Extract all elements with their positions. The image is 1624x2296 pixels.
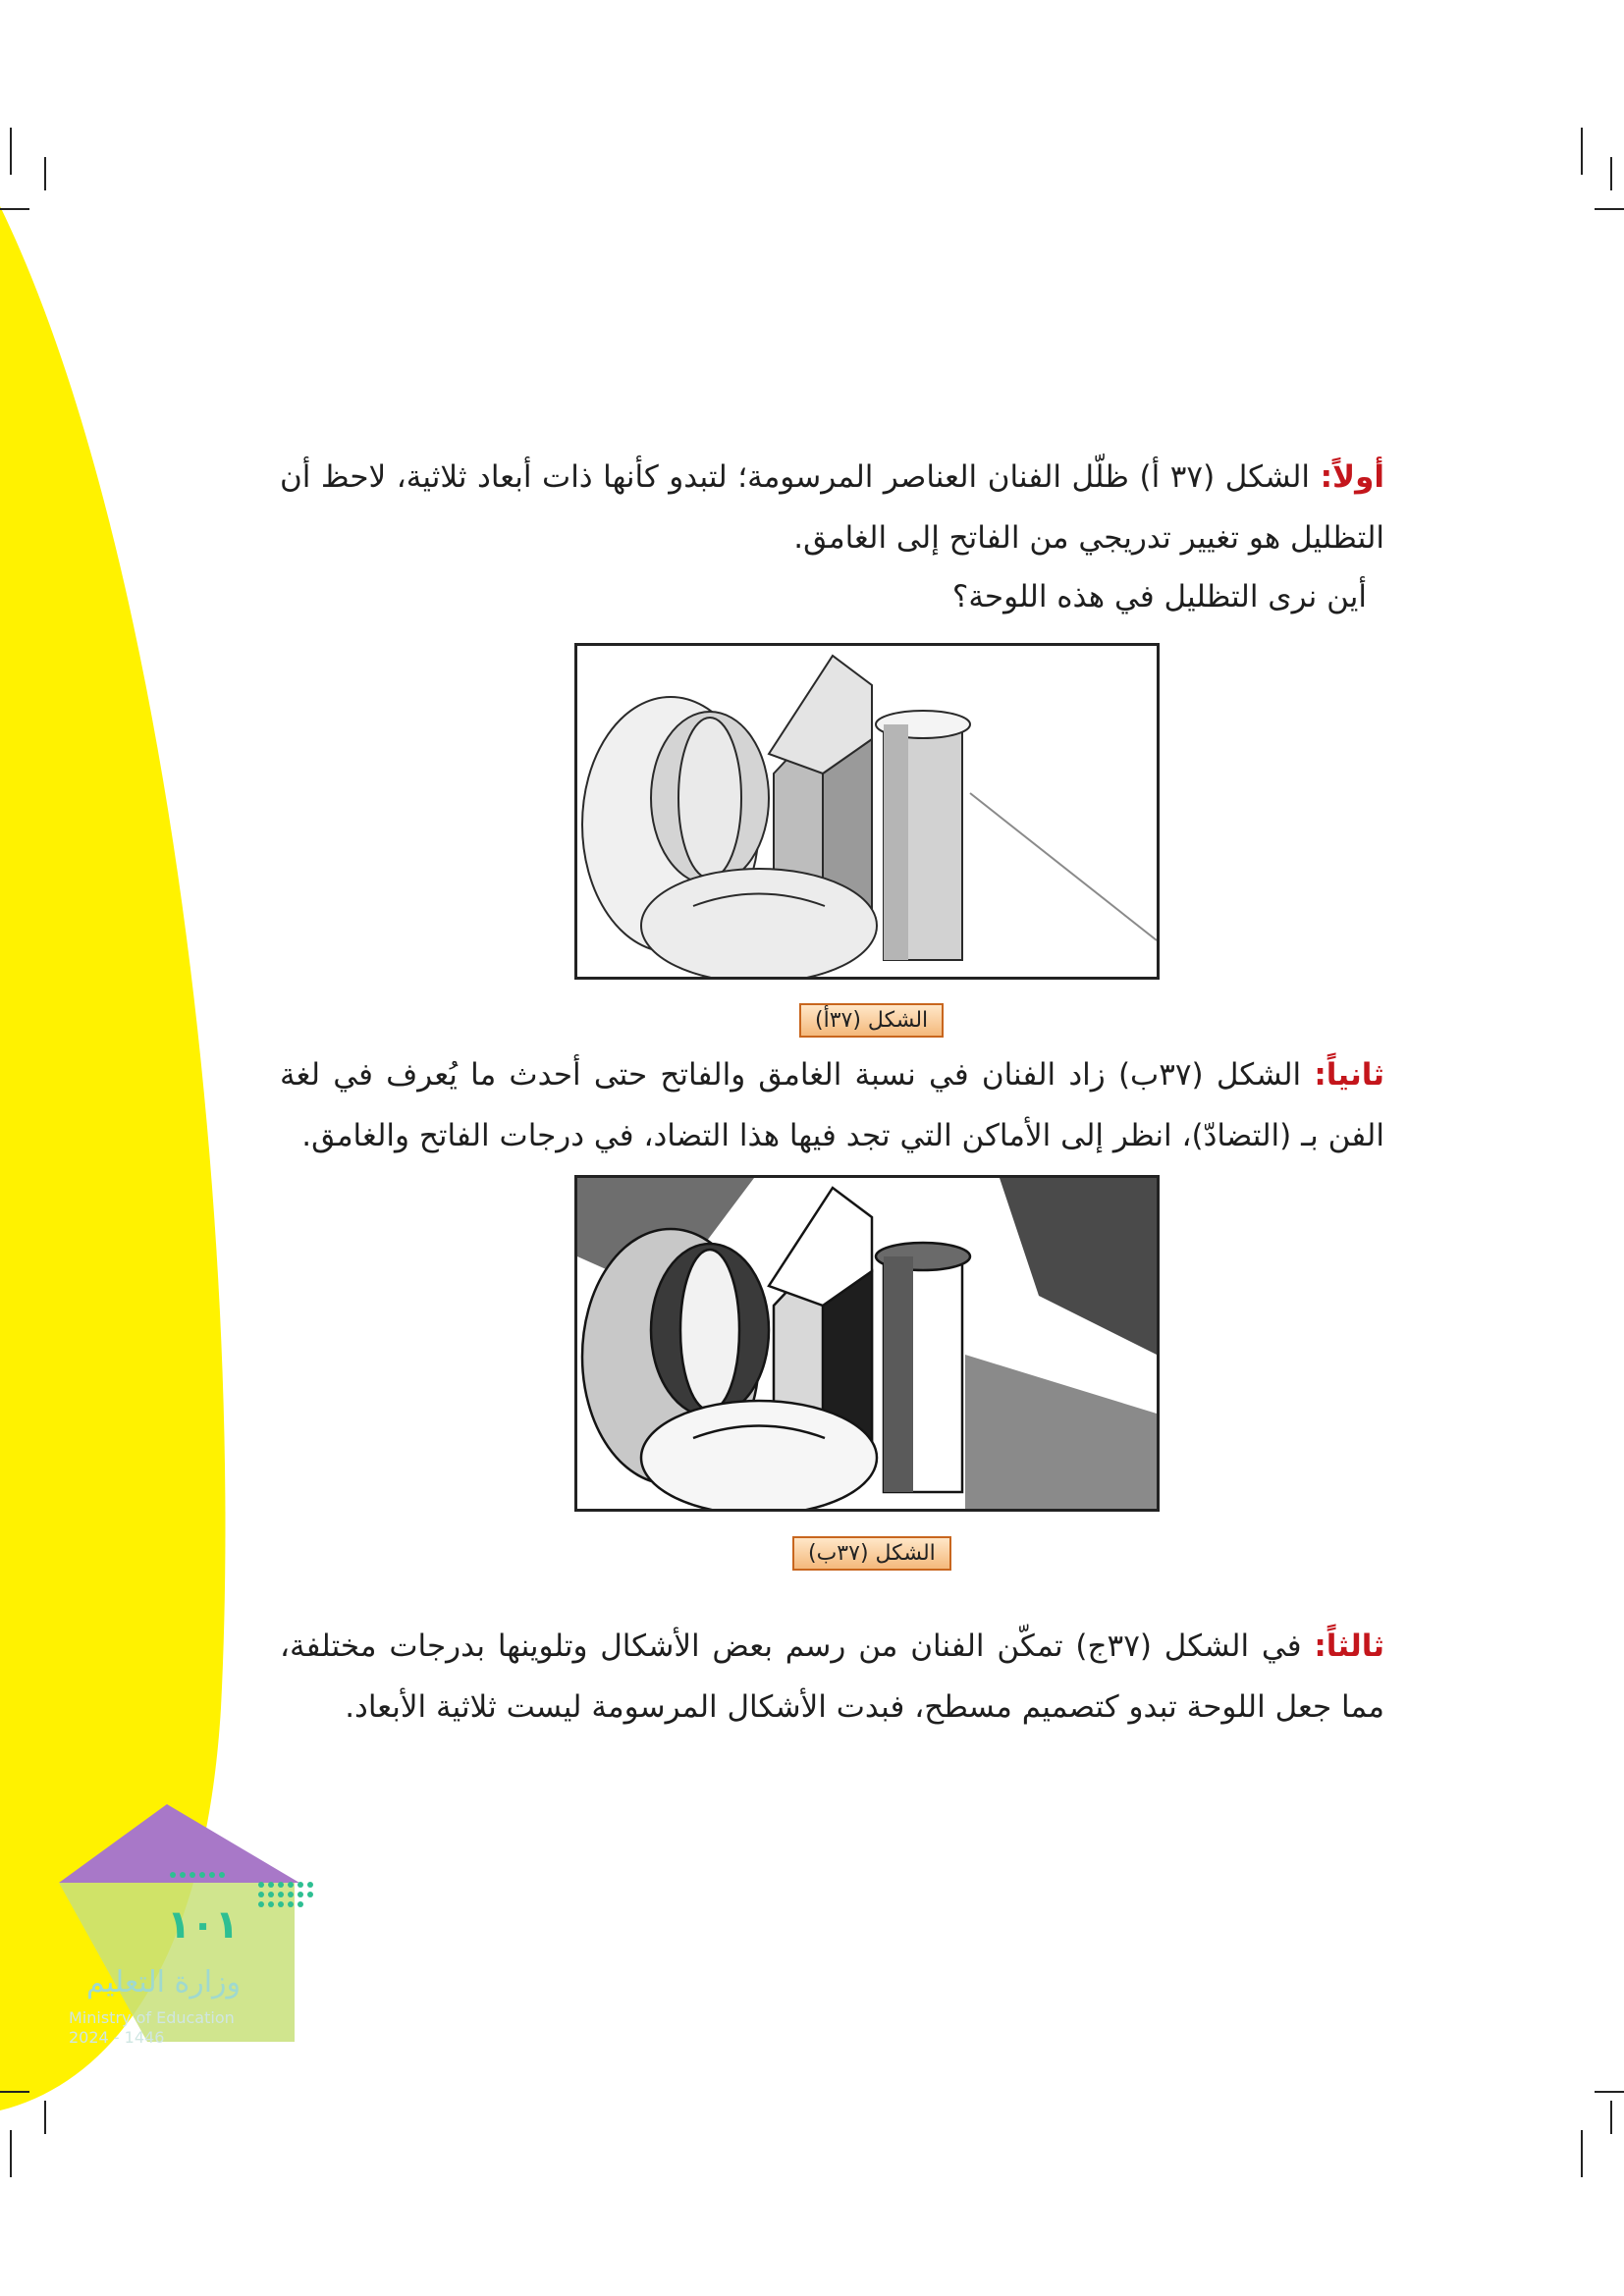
paragraph-lead: ثالثاً:	[1314, 1629, 1385, 1664]
paragraph-first	[280, 447, 1384, 568]
still-life-light-drawing	[577, 646, 1157, 977]
crop-mark	[44, 157, 46, 190]
figure-37b-caption: الشكل (٣٧ب)	[792, 1536, 951, 1571]
paragraph-text: في الشكل (٣٧ج) تمكّن الفنان من رسم بعض الأشكال وتلوينها بدرجات مختلفة، مما جعل اللوحة تبدو كتصميم مسطح، فبدت الأشكال المرسومة ليست ثلاثية الأبعاد.	[280, 1629, 1384, 1725]
crop-mark	[1581, 128, 1583, 175]
still-life-contrast-drawing	[577, 1178, 1157, 1509]
crop-mark	[1610, 2101, 1612, 2134]
figure-37b-image	[574, 1175, 1160, 1512]
figure-37a-image	[574, 643, 1160, 980]
crop-mark	[1595, 2091, 1624, 2093]
question-text: أين نرى التظليل في هذه اللوحة؟	[951, 579, 1367, 614]
paragraph-second	[280, 1044, 1384, 1166]
paragraph-third	[280, 1616, 1384, 1737]
ministry-logo-arabic: وزارة التعليم	[86, 1965, 242, 2000]
paragraph-text: الشكل (٣٧ب) زاد الفنان في نسبة الغامق والفاتح حتى أحدث ما يُعرف في لغة الفن بـ (التضادّ)، انظر إلى الأماكن التي تجد فيها هذا التضاد، في درجات الفاتح والغامق.	[280, 1057, 1384, 1153]
crop-mark	[1595, 208, 1624, 210]
paragraph-lead: أولاً:	[1320, 459, 1384, 495]
crop-mark	[0, 2091, 29, 2093]
paragraph-text: الشكل (٣٧ أ) ظلّل الفنان العناصر المرسومة؛ لتبدو كأنها ذات أبعاد ثلاثية، لاحظ أن التظليل هو تغيير تدريجي من الفاتح إلى الغامق.	[280, 459, 1384, 556]
figure-37a-caption: الشكل (٣٧أ)	[799, 1003, 944, 1038]
crop-mark	[10, 128, 12, 175]
ministry-logo-year: 2024 - 1446	[69, 2028, 165, 2047]
crop-mark	[0, 208, 29, 210]
crop-mark	[44, 2101, 46, 2134]
paragraph-lead: ثانياً:	[1314, 1057, 1384, 1093]
page-number: ١٠١	[167, 1902, 240, 1948]
crop-mark	[10, 2130, 12, 2177]
crop-mark	[1610, 157, 1612, 190]
crop-mark	[1581, 2130, 1583, 2177]
ministry-logo-english: Ministry of Education	[69, 2008, 235, 2027]
